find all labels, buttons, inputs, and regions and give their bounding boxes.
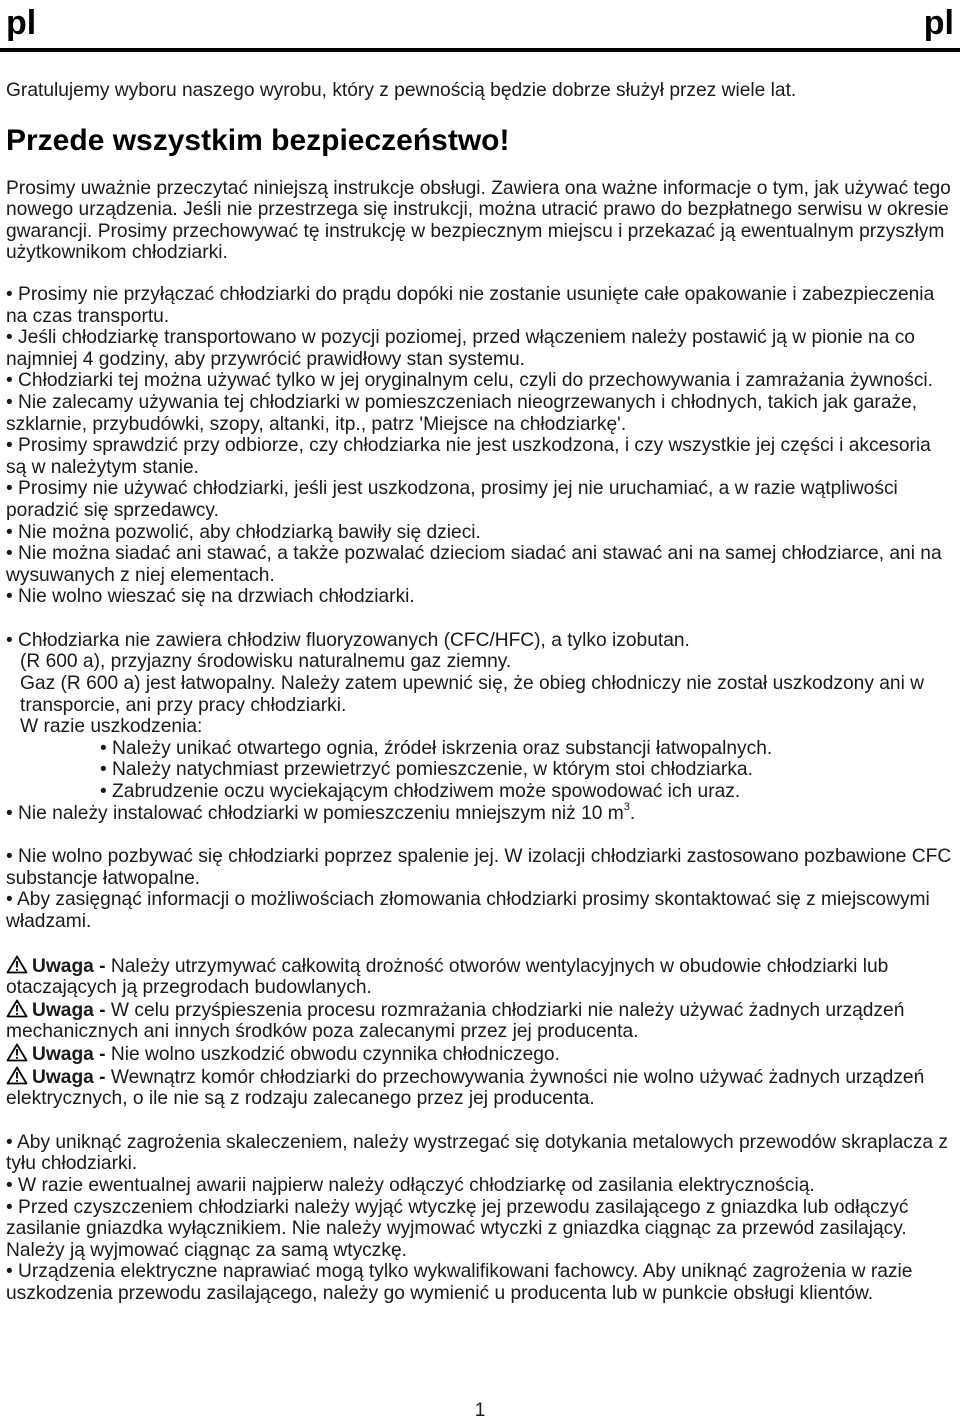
page-number: 1 — [474, 1400, 486, 1421]
warning-text: W celu przyśpieszenia procesu rozmrażania chłodziarki nie należy używać żadnych urządzeń mechanicznych ani innych środków poza zalecanymi przez jej producenta. — [6, 999, 905, 1043]
document-body — [6, 80, 956, 1305]
list-item: • Nie zalecamy używania tej chłodziarki w pomieszczeniach nieogrzewanych i chłodnych, takich jak garaże, szklarnie, przybudówki, szopy, altanki, itp., patrz 'Miejsce na chłodziarkę'. — [6, 391, 918, 435]
safety-paragraph: Prosimy uważnie przeczytać niniejszą instrukcje obsługi. Zawiera ona ważne informacje o tym, jak używać tego nowego urządzenia. Jeśli nie przestrzega się instrukcji, można utracić prawo do bezpłatnego serwisu w okresie gwarancji. Prosimy przechowywać tę instrukcję w bezpiecznym miejscu i przekazać ją ewentualnym przyszłym użytkownikom chłodziarki. — [6, 177, 951, 264]
warning-item — [6, 955, 956, 999]
warnings-section — [6, 955, 956, 1110]
warning-label: Uwaga - — [32, 999, 106, 1021]
warning-triangle-icon — [6, 1043, 28, 1062]
list-item: • W razie ewentualnej awarii najpierw należy odłączyć chłodziarkę od zasilania elektrycznością. — [6, 1174, 815, 1196]
warning-item — [6, 1043, 956, 1066]
section-title: Przede wszystkim bezpieczeństwo! — [6, 123, 510, 157]
room-size-item: • Nie należy instalować chłodziarki w pomieszczeniu mniejszym niż 10 $m^3$. — [6, 800, 636, 824]
list-item: • Aby uniknąć zagrożenia skaleczeniem, należy wystrzegać się dotykania metalowych przewodów skraplacza z tyłu chłodziarki. — [6, 1131, 949, 1175]
list-item: • Nie wolno wieszać się na drzwiach chłodziarki. — [6, 586, 415, 608]
warning-text: Nie wolno uszkodzić obwodu czynnika chłodniczego. — [105, 1043, 560, 1065]
warning-item — [6, 999, 956, 1043]
list-item: • Aby zasięgnąć informacji o możliwościach złomowania chłodziarki prosimy skontaktować się z miejscowymi władzami. — [6, 889, 930, 932]
warning-triangle-icon — [6, 1066, 28, 1085]
warning-label: Uwaga - — [32, 955, 106, 977]
list-item: • Jeśli chłodziarkę transportowano w pozycji poziomej, przed włączeniem należy postawić ją w pionie na co najmniej 4 godziny, aby przywrócić prawidłowy stan systemu. — [6, 327, 915, 370]
warning-label: Uwaga - — [32, 1066, 106, 1088]
damage-item: • Należy unikać otwartego ognia, źródeł iskrzenia oraz substancji łatwopalnych. — [100, 737, 773, 759]
general-safety-list — [6, 284, 956, 608]
header-rule — [0, 48, 960, 52]
page-header — [0, 0, 960, 56]
intro-text: Gratulujemy wyboru naszego wyrobu, który z pewnością będzie dobrze służył przez wiele lat. — [6, 80, 797, 101]
warning-label: Uwaga - — [32, 1043, 106, 1065]
list-item: • Prosimy nie przyłączać chłodziarki do prądu dopóki nie zostanie usunięte całe opakowanie i zabezpieczenia na czas transportu. — [6, 283, 935, 327]
electrical-safety-list — [6, 1132, 956, 1305]
list-item: • Prosimy nie używać chłodziarki, jeśli jest uszkodzona, prosimy jej nie uruchamiać, a w razie wątpliwości poradzić się sprzedawcy. — [6, 478, 898, 521]
damage-item: • Zabrudzenie oczu wyciekającym chłodziwem może spowodować ich uraz. — [100, 781, 741, 803]
list-item: • Nie wolno pozbywać się chłodziarki poprzez spalenie jej. W izolacji chłodziarki zastosowano pozbawione CFC substancje łatwopalne. — [6, 846, 952, 889]
damage-item: • Należy natychmiast przewietrzyć pomieszczenie, w którym stoi chłodziarka. — [100, 759, 753, 781]
warning-text: Wewnątrz komór chłodziarki do przechowywania żywności nie wolno używać żadnych urządzeń elektrycznych, o ile nie są z rodzaju zalecanego przez jej producenta. — [6, 1066, 925, 1110]
list-item: • Chłodziarki tej można używać tylko w jej oryginalnym celu, czyli do przechowywania i zamrażania żywności. — [6, 370, 934, 392]
language-code-left: pl — [6, 4, 37, 42]
warning-triangle-icon — [6, 999, 28, 1018]
warning-triangle-icon — [6, 955, 28, 974]
superscript: 3 — [623, 800, 630, 813]
language-code-right: pl — [923, 4, 954, 42]
list-item: • Przed czyszczeniem chłodziarki należy wyjąć wtyczkę jej przewodu zasilającego z gniazdka lub odłączyć zasilanie gniazdka wyłącznikiem. Nie należy wyjmować wtyczki z gniazdka ciągnąc za przewód zasilający. Należy ją wyjmować ciągnąc za samą wtyczkę. — [6, 1196, 909, 1261]
list-item: • Nie można pozwolić, aby chłodziarką bawiły się dzieci. — [6, 521, 481, 543]
disposal-section — [6, 846, 956, 932]
refrigerant-flammable: Gaz (R 600 a) jest łatwopalny. Należy zatem upewnić się, że obieg chłodniczy nie został uszkodzony ani w transporcie, ani przy pracy chłodziarki. — [20, 673, 925, 716]
refrigerant-line: (R 600 a), przyjazny środowisku naturalnemu gaz ziemny. — [20, 651, 512, 673]
list-item: • Prosimy sprawdzić przy odbiorze, czy chłodziarka nie jest uszkodzona, i czy wszystkie jej części i akcesoria są w należytym stanie. — [6, 435, 931, 478]
refrigerant-line: • Chłodziarka nie zawiera chłodziw fluoryzowanych (CFC/HFC), a tylko izobutan. — [6, 629, 690, 651]
list-item: • Nie można siadać ani stawać, a także pozwalać dzieciom siadać ani stawać ani na samej chłodziarce, ani na wysuwanych z niej elementach. — [6, 543, 942, 586]
list-item: • Urządzenia elektryczne naprawiać mogą tylko wykwalifikowani fachowcy. Aby uniknąć zagrożenia w razie uszkodzenia przewodu zasilającego, należy go wymienić u producenta lub w punkcie obsługi klientów. — [6, 1261, 913, 1304]
warning-item — [6, 1066, 956, 1110]
damage-heading: W razie uszkodzenia: — [20, 716, 203, 738]
refrigerant-section — [6, 630, 956, 824]
warning-text: Należy utrzymywać całkowitą drożność otworów wentylacyjnych w obudowie chłodziarki lub otaczających ją przegrodach budowlanych. — [6, 955, 889, 999]
